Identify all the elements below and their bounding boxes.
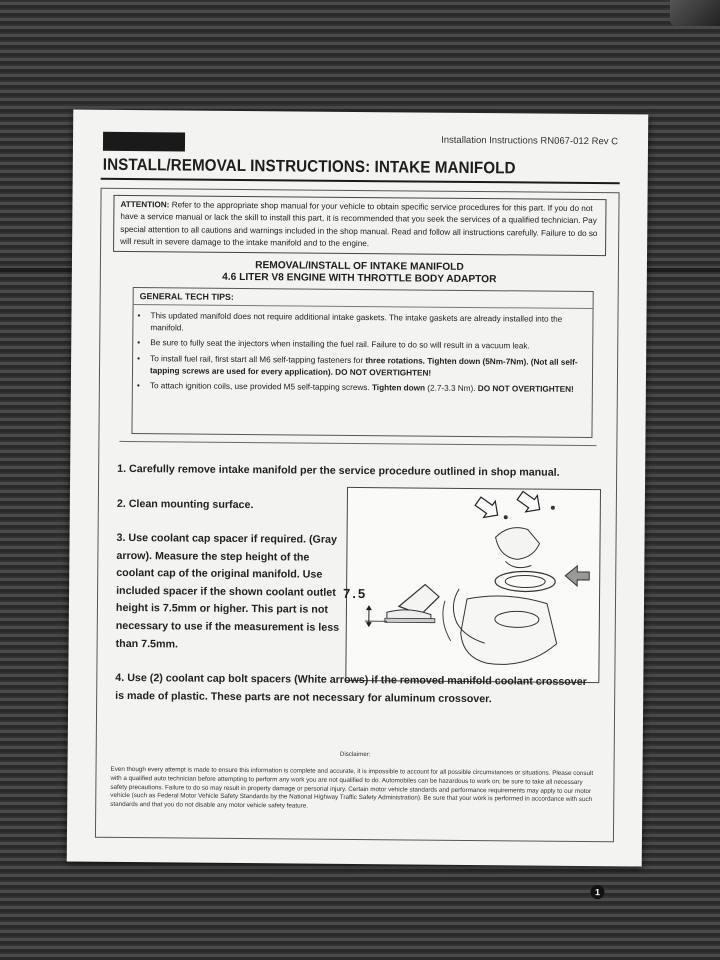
tech-tips-box — [131, 287, 593, 438]
diagram-drawing — [346, 488, 600, 682]
tip-emphasis: three rotations. Tighten down (5Nm-7Nm). (Not all self-tapping screws are used for every application). — [149, 355, 578, 377]
disclaimer-text: Even though every attempt is made to ensure this information is complete and accurate, it is impossible to account for all possible circumstances or situations. Please consult with a qualified auto technician before attempting to perform any work you are not qualified to do. Automobiles can be hazardous to work on; be sure to take all necessary safety precautions. Failure to do so may result in property damage or personal injury. Certain motor vehicle standards and performance requirements may apply to our motor vehicle (such as Federal Motor Vehicle Safety Standards by the National Highway Traffic Safety Administration). Be sure that your work is performed in accordance with such standards and that you do not disable any motor vehicle safety feature. — [110, 765, 594, 810]
step-4: 4. Use (2) coolant cap bolt spacers (White arrows) if the removed manifold coolant crossover is made of plastic. These parts are not necessary for aluminum crossover. — [115, 671, 587, 705]
coolant-cap-diagram — [345, 487, 601, 683]
dimension-label: 7.5 — [343, 585, 368, 602]
tips-list — [133, 310, 587, 399]
spacer-icon — [495, 571, 555, 592]
attention-box — [113, 195, 606, 256]
step-1: 1. Carefully remove intake manifold per the service procedure outlined in shop manual. — [117, 462, 560, 479]
tip-emphasis: Tighten down — [371, 383, 426, 393]
tip-text: This updated manifold does not require additional intake gaskets. The intake gaskets are already installed into the manifold. — [150, 311, 563, 333]
instruction-sheet — [67, 110, 649, 898]
crossover-housing-icon — [460, 596, 557, 665]
section-divider — [119, 441, 596, 446]
subtitle-line-2: 4.6 LITER V8 ENGINE WITH THROTTLE BODY ADAPTOR — [222, 271, 497, 286]
tip-text: To install fuel rail, first start all M6 self-tapping fasteners for — [150, 353, 366, 365]
tip-text: To attach ignition coils, use provided M5 self-tapping screws. — [149, 381, 373, 393]
attention-text: Refer to the appropriate shop manual for your vehicle to obtain specific service procedures for this part. If you do not have a service manual or lack the skill to install this part, it is recommended that you seek the services of a qualified technician. Pay special attention to all cautions and warnings included in the shop manual. Read and follow all instructions carefully. Failure to do so will result in severe damage to the intake manifold and to the engine. — [120, 200, 598, 248]
title-rule — [101, 178, 620, 185]
gray-arrow-icon — [565, 566, 589, 586]
content-frame — [95, 188, 620, 898]
attention-label: ATTENTION: — [120, 199, 170, 210]
section-subtitle — [101, 259, 618, 288]
subtitle-line-1: REMOVAL/INSTALL OF INTAKE MANIFOLD — [255, 260, 464, 273]
tips-rule — [134, 304, 593, 309]
tip-torque: (2.7-3.3 Nm). — [424, 383, 478, 394]
tip-warning: DO NOT OVERTIGHTEN! — [332, 367, 432, 378]
document-reference: Installation Instructions RN067-012 Rev C — [441, 134, 619, 148]
document-title: INSTALL/REMOVAL INSTRUCTIONS: INTAKE MANIFOLD — [102, 155, 516, 178]
white-arrow-icon — [472, 493, 503, 523]
tip-item — [133, 310, 586, 338]
tip-item — [133, 353, 586, 381]
tip-item — [133, 380, 586, 396]
disclaimer-heading: Disclaimer: — [339, 750, 371, 759]
tip-warning: DO NOT OVERTIGHTEN! — [477, 384, 574, 394]
tip-item — [133, 337, 586, 353]
page-number: 1 — [590, 885, 604, 899]
white-arrow-icon — [514, 488, 545, 518]
coolant-cap-icon — [495, 527, 539, 559]
bolt-icon — [551, 506, 555, 510]
header-black-tab — [103, 132, 185, 152]
tip-text: Be sure to fully seat the injectors when installing the fuel rail. Failure to do so will result in a vacuum leak. — [150, 338, 530, 351]
corner-object — [670, 0, 720, 26]
bolt-icon — [504, 515, 508, 519]
step-2: 2. Clean mounting surface. — [116, 497, 254, 512]
tips-heading: GENERAL TECH TIPS: — [139, 291, 234, 302]
step-3: 3. Use coolant cap spacer if required. (Gray arrow). Measure the step height of the coolant cap of the original manifold. Use included spacer if the shown coolant outlet height is 7.5mm or higher. This part is not necessary to use if the measurement is less than 7.5mm. — [115, 531, 340, 651]
